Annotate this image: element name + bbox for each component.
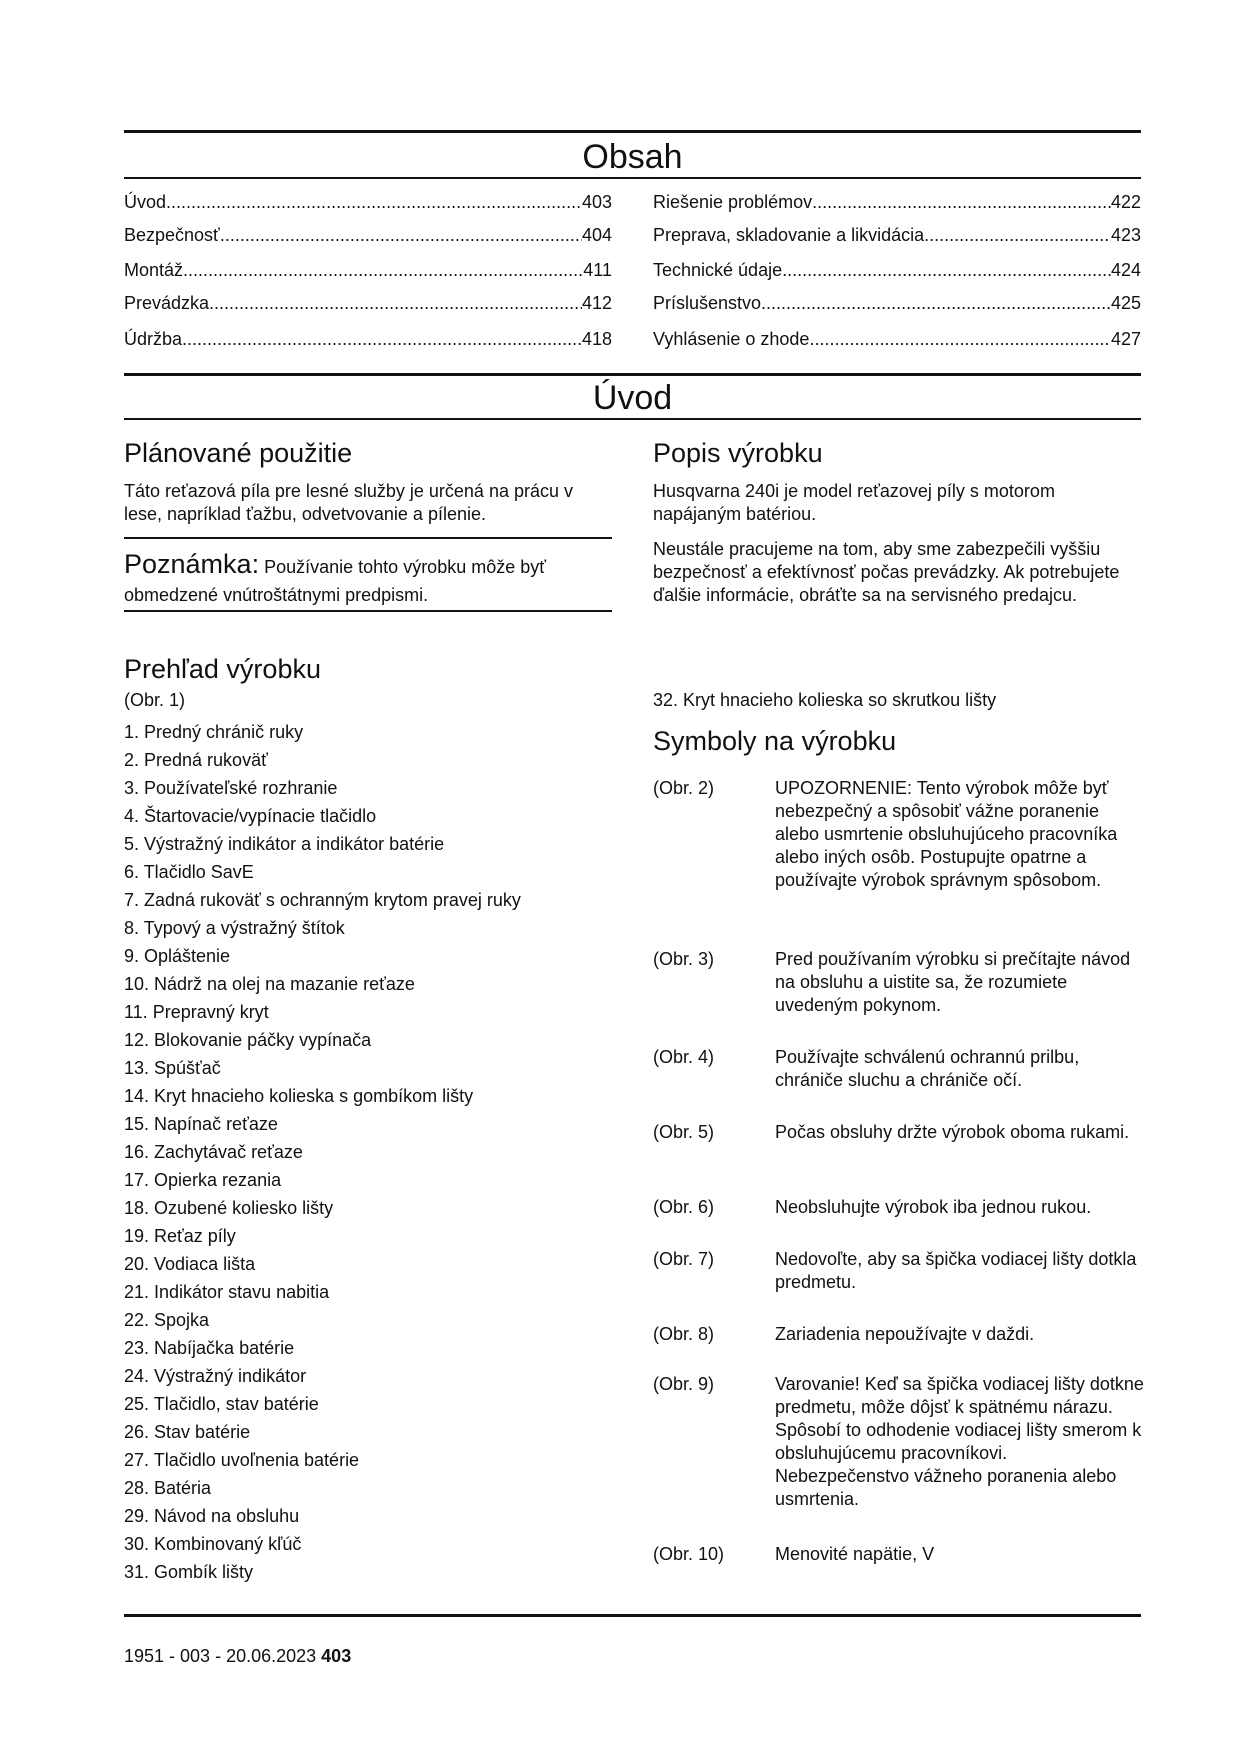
- top-rule: [124, 130, 1141, 133]
- symbol-figure-ref: (Obr. 8): [653, 1324, 715, 1344]
- toc-entry[interactable]: Preprava, skladovanie a likvidácia ..... 423: [653, 224, 1141, 246]
- list-item: 11. Prepravný kryt: [124, 1002, 269, 1022]
- description-text-1: Husqvarna 240i je model reťazovej píly s motorom napájaným batériou.: [653, 481, 1055, 524]
- list-item: 7. Zadná rukoväť s ochranným krytom pravej ruky: [124, 890, 521, 910]
- footer-rule: [124, 1614, 1141, 1617]
- toc-entry[interactable]: Prevádzka ..... 412: [124, 292, 612, 314]
- list-item: 21. Indikátor stavu nabitia: [124, 1282, 330, 1302]
- intro-title: Úvod: [592, 379, 673, 417]
- symbol-description: Používajte schválenú ochrannú prilbu, chrániče sluchu a chrániče očí.: [775, 1047, 1080, 1090]
- symbol-figure-ref: (Obr. 5): [653, 1122, 715, 1142]
- note-top-rule: [124, 537, 612, 539]
- symbols-heading: Symboly na výrobku: [653, 726, 897, 756]
- overview-list: [124, 720, 521, 1588]
- footer-page-number: 403: [321, 1646, 352, 1666]
- note-block: [124, 550, 612, 609]
- symbol-description: Pred používaním výrobku si prečítajte návod na obsluhu a uistite sa, že rozumiete uvedeným pokynom.: [775, 949, 1131, 1015]
- overview-heading: Prehľad výrobku: [124, 654, 321, 684]
- symbol-description: Menovité napätie, V: [775, 1544, 935, 1564]
- footer: [124, 1645, 351, 1667]
- intended-use-text: Táto reťazová píla pre lesné služby je určená na prácu v lese, napríklad ťažbu, odvetvovanie a pílenie.: [124, 481, 573, 524]
- list-item: 19. Reťaz píly: [124, 1226, 236, 1246]
- list-item: 1. Predný chránič ruky: [124, 722, 304, 742]
- symbol-figure-ref: (Obr. 6): [653, 1197, 715, 1217]
- symbol-figure-ref: (Obr. 4): [653, 1047, 715, 1067]
- symbol-description: Počas obsluhy držte výrobok oboma rukami.: [775, 1122, 1130, 1142]
- toc-entry[interactable]: Montáž ..... 411: [124, 259, 612, 281]
- list-item: 20. Vodiaca lišta: [124, 1254, 256, 1274]
- list-item: 8. Typový a výstražný štítok: [124, 918, 345, 938]
- toc-entry[interactable]: Vyhlásenie o zhode ..... 427: [653, 328, 1141, 350]
- toc-entry[interactable]: Bezpečnosť ..... 404: [124, 224, 612, 246]
- symbol-entry: [653, 777, 1141, 907]
- toc-entry[interactable]: Príslušenstvo ..... 425: [653, 292, 1141, 314]
- symbol-description: Varovanie! Keď sa špička vodiacej lišty dotkne predmetu, môže dôjsť k spätnému nárazu. Spôsobí to odhodenie vodiacej lišty smerom k obsluhujúcemu pracovníkovi. Nebezpečenstvo vážneho poranenia alebo usmrtenia.: [775, 1374, 1144, 1509]
- symbol-entry: [653, 1046, 1141, 1094]
- symbol-description: Neobsluhujte výrobok iba jednou rukou.: [775, 1197, 1092, 1217]
- footer-doc-id: 1951 - 003 - 20.06.2023: [124, 1646, 317, 1666]
- symbol-entry: [653, 948, 1141, 1018]
- symbol-entry: [653, 1373, 1144, 1513]
- note-bottom-rule: [124, 610, 612, 612]
- symbol-description: UPOZORNENIE: Tento výrobok môže byť nebezpečný a spôsobiť vážne poranenie alebo usmrtenie obsluhujúceho pracovníka alebo iných osôb. Postupujte opatrne a používajte výrobok správnym spôsobom.: [775, 778, 1118, 890]
- symbol-entry: [653, 1323, 1141, 1347]
- toc-entry[interactable]: Riešenie problémov ..... 422: [653, 191, 1141, 213]
- list-item: 17. Opierka rezania: [124, 1170, 282, 1190]
- overview-item-32: 32. Kryt hnacieho kolieska so skrutkou lišty: [653, 690, 997, 710]
- list-item: 9. Opláštenie: [124, 946, 231, 966]
- symbol-entry: [653, 1196, 1141, 1220]
- contents-title-rule: [124, 177, 1141, 179]
- symbol-figure-ref: (Obr. 2): [653, 778, 715, 798]
- symbol-entry: [653, 1248, 1141, 1296]
- list-item: 31. Gombík lišty: [124, 1562, 254, 1582]
- toc-entry[interactable]: Údržba ..... 418: [124, 328, 612, 350]
- list-item: 4. Štartovacie/vypínacie tlačidlo: [124, 806, 377, 826]
- list-item: 30. Kombinovaný kľúč: [124, 1534, 302, 1554]
- list-item: 29. Návod na obsluhu: [124, 1506, 300, 1526]
- list-item: 5. Výstražný indikátor a indikátor batérie: [124, 834, 445, 854]
- list-item: 27. Tlačidlo uvoľnenia batérie: [124, 1450, 360, 1470]
- list-item: 10. Nádrž na olej na mazanie reťaze: [124, 974, 415, 994]
- overview-figure-ref: (Obr. 1): [124, 690, 186, 710]
- symbol-figure-ref: (Obr. 7): [653, 1249, 715, 1269]
- intro-top-rule: [124, 373, 1141, 376]
- symbol-figure-ref: (Obr. 9): [653, 1374, 715, 1394]
- list-item: 3. Používateľské rozhranie: [124, 778, 338, 798]
- list-item: 25. Tlačidlo, stav batérie: [124, 1394, 319, 1414]
- symbol-entry: [653, 1543, 1141, 1567]
- symbol-description: Nedovoľte, aby sa špička vodiacej lišty dotkla predmetu.: [775, 1249, 1137, 1292]
- list-item: 6. Tlačidlo SavE: [124, 862, 254, 882]
- list-item: 28. Batéria: [124, 1478, 212, 1498]
- list-item: 16. Zachytávač reťaze: [124, 1142, 303, 1162]
- list-item: 18. Ozubené koliesko lišty: [124, 1198, 334, 1218]
- contents-title: Obsah: [582, 138, 683, 176]
- list-item: 22. Spojka: [124, 1310, 210, 1330]
- symbol-figure-ref: (Obr. 3): [653, 949, 715, 969]
- symbol-description: Zariadenia nepoužívajte v daždi.: [775, 1324, 1035, 1344]
- description-text-2: Neustále pracujeme na tom, aby sme zabezpečili vyššiu bezpečnosť a efektívnosť počas prevádzky. Ak potrebujete ďalšie informácie, obráťte sa na servisného predajcu.: [653, 539, 1120, 605]
- list-item: 15. Napínač reťaze: [124, 1114, 278, 1134]
- note-label: Poznámka:: [124, 549, 260, 579]
- symbol-figure-ref: (Obr. 10): [653, 1544, 725, 1564]
- list-item: 13. Spúšťač: [124, 1058, 221, 1078]
- list-item: 24. Výstražný indikátor: [124, 1366, 307, 1386]
- toc-entry[interactable]: Technické údaje ..... 424: [653, 259, 1141, 281]
- symbol-entry: [653, 1121, 1141, 1169]
- intended-use-heading: Plánované použitie: [124, 438, 353, 468]
- note-text: Používanie tohto výrobku môže byť obmedzené vnútroštátnymi predpismi.: [124, 557, 546, 605]
- list-item: 12. Blokovanie páčky vypínača: [124, 1030, 372, 1050]
- description-heading: Popis výrobku: [653, 438, 823, 468]
- list-item: 26. Stav batérie: [124, 1422, 251, 1442]
- intro-title-rule: [124, 418, 1141, 420]
- list-item: 2. Predná rukoväť: [124, 750, 268, 770]
- list-item: 14. Kryt hnacieho kolieska s gombíkom lišty: [124, 1086, 474, 1106]
- toc-entry[interactable]: Úvod ..... 403: [124, 191, 612, 213]
- list-item: 23. Nabíjačka batérie: [124, 1338, 295, 1358]
